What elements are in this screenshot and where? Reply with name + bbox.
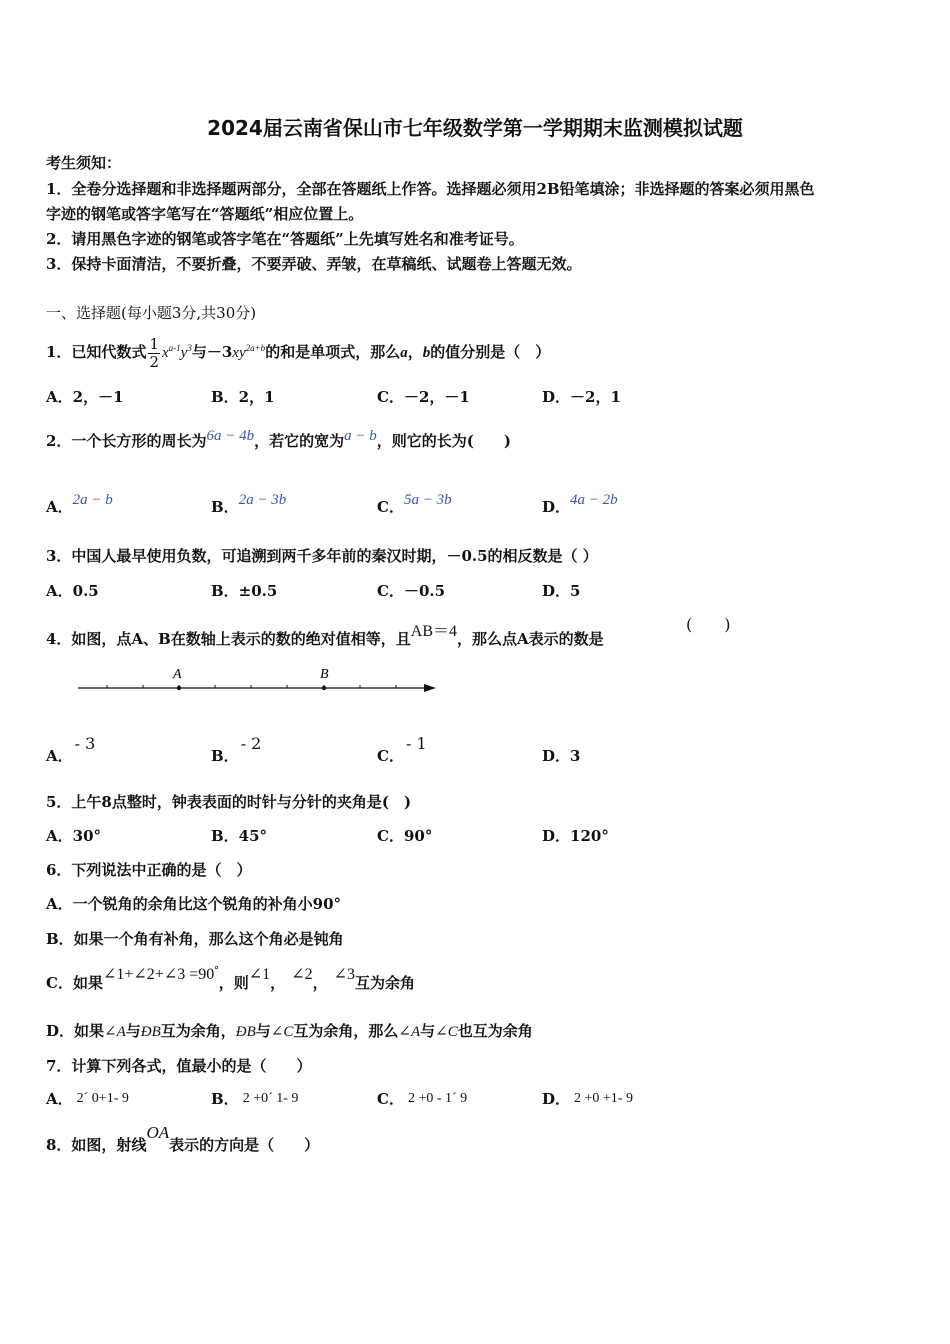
q1-option-d[interactable]: D．－2，1 <box>542 388 621 406</box>
q1-var-b: b <box>422 345 431 361</box>
q4-option-a-label: A． <box>46 747 73 765</box>
q6-d-t4: 互为余角，那么 <box>293 1022 399 1040</box>
question-3: 3．中国人最早使用负数，可追溯到两千多年前的秦汉时期，－0.5的相反数是（ ） <box>46 547 598 565</box>
q5-option-b[interactable]: B．45° <box>211 827 268 845</box>
q6-c-sep2: ， <box>312 974 328 992</box>
q5-option-d[interactable]: D．120° <box>542 827 609 845</box>
q1-suffix2: 的值分别是（ ） <box>430 343 551 361</box>
q7-option-a-label: A． <box>46 1090 73 1108</box>
q6-c-sep1: ， <box>270 974 286 992</box>
q4-option-c-value: - 1 <box>405 734 427 753</box>
q5-option-c[interactable]: C．90° <box>377 827 433 845</box>
q6-d-prefix: D．如果 <box>46 1022 105 1040</box>
q7-option-d-value: 2 +0 +1- 9 <box>574 1091 633 1106</box>
q7-option-b[interactable] <box>211 1088 298 1109</box>
q2-option-c-value: 5a − 3b <box>403 492 452 508</box>
q2-prefix: 2．一个长方形的周长为 <box>46 432 207 450</box>
q3-option-a[interactable]: A．0.5 <box>46 582 99 600</box>
q2-suffix: ，则它的长为( ) <box>376 432 511 450</box>
q6-option-a[interactable]: A．一个锐角的余角比这个锐角的补角小90° <box>46 895 342 913</box>
q1-option-c[interactable]: C．－2，－1 <box>377 388 470 406</box>
q6-c-suffix: 互为余角 <box>355 974 416 992</box>
q3-option-d[interactable]: D．5 <box>542 582 581 600</box>
q1-fraction-numerator: 1 <box>149 334 159 353</box>
q6-c-degree: ° <box>214 966 219 976</box>
q6-c-mid: ，则 <box>218 974 249 992</box>
q2-option-b[interactable] <box>211 492 287 517</box>
q7-option-d-label: D． <box>542 1090 571 1108</box>
q2-option-c-label: C． <box>377 498 404 516</box>
q2-option-d-label: D． <box>542 498 571 516</box>
q2-option-a-value: 2a − b <box>72 492 113 508</box>
q6-c-prefix: C．如果 <box>46 974 103 992</box>
q2-option-c[interactable] <box>377 492 452 517</box>
page-title: 2024届云南省保山市七年级数学第一学期期末监测模拟试题 <box>207 116 743 140</box>
q4-option-c-label: C． <box>377 747 404 765</box>
q7-option-a-value: 2´ 0+1- 9 <box>76 1091 129 1106</box>
q3-option-c[interactable]: C．－0.5 <box>377 582 446 600</box>
q4-option-c[interactable] <box>377 734 427 766</box>
q6-d-t3: 与 <box>255 1022 271 1040</box>
q6-d-t2: 互为余角， <box>160 1022 236 1040</box>
q7-option-b-value: 2 +0´ 1- 9 <box>242 1091 299 1106</box>
q6-c-angle1: ∠1 <box>248 966 271 983</box>
q4-option-b-label: B． <box>211 747 239 765</box>
q6-option-b[interactable]: B．如果一个角有补角，那么这个角必是钝角 <box>46 930 344 948</box>
question-8 <box>46 1123 320 1155</box>
q6-d-angle-c2: ∠C <box>435 1024 458 1040</box>
q1-term2-exp: 2a+b <box>245 343 266 353</box>
q4-option-a[interactable] <box>46 734 96 766</box>
q2-mid: ，若它的宽为 <box>254 432 345 450</box>
q8-ray: OA <box>146 1123 170 1142</box>
q1-term1-exp1: a-1 <box>168 343 181 353</box>
point-b-label: B <box>320 667 329 682</box>
q6-d-angle-b: ÐB <box>140 1024 161 1040</box>
q7-option-d[interactable] <box>542 1088 633 1109</box>
q6-option-c[interactable] <box>46 966 416 993</box>
question-7: 7．计算下列各式，值最小的是（ ） <box>46 1057 312 1075</box>
q8-prefix: 8．如图，射线 <box>46 1136 147 1154</box>
notice-heading: 考生须知： <box>46 154 122 172</box>
q4-option-b[interactable] <box>211 734 262 766</box>
q6-d-angle-a2: ∠A <box>398 1024 421 1040</box>
q2-option-d-value: 4a − 2b <box>570 492 618 508</box>
q1-term1-x: x <box>162 345 169 361</box>
q2-width: a − b <box>344 428 377 444</box>
q7-option-c[interactable] <box>377 1088 467 1109</box>
q2-option-d[interactable] <box>542 492 618 517</box>
q4-formula: AB＝4 <box>410 623 457 640</box>
q4-option-a-value: - 3 <box>74 734 96 753</box>
q2-option-b-label: B． <box>211 498 239 516</box>
q7-option-b-label: B． <box>211 1090 239 1108</box>
section-heading: 一、选择题(每小题3分,共30分) <box>46 304 257 322</box>
q4-prefix: 4．如图，点A、B在数轴上表示的数的绝对值相等，且 <box>46 630 411 648</box>
q5-option-a[interactable]: A．30° <box>46 827 102 845</box>
number-line-arrow-icon <box>424 684 436 692</box>
q2-perimeter: 6a − 4b <box>206 428 255 444</box>
question-1 <box>46 328 550 373</box>
q2-option-b-value: 2a − 3b <box>238 492 287 508</box>
question-4 <box>46 623 604 649</box>
q1-term1-exp2: 3 <box>187 343 192 353</box>
q2-option-a[interactable] <box>46 492 113 517</box>
q2-option-a-label: A． <box>46 498 73 516</box>
q1-prefix: 1．已知代数式 <box>46 343 147 361</box>
q4-suffix: ，那么点A表示的数是 <box>457 630 604 648</box>
q3-option-b[interactable]: B．±0.5 <box>211 582 278 600</box>
q1-comma: ， <box>407 343 423 361</box>
question-5: 5．上午8点整时，钟表表面的时针与分针的夹角是( ) <box>46 793 412 811</box>
q6-option-d[interactable] <box>46 1020 533 1041</box>
q4-option-d[interactable]: D．3 <box>542 747 581 765</box>
point-a-label: A <box>173 667 182 682</box>
q1-mid: 与－3 <box>191 343 233 361</box>
number-line-figure <box>70 662 450 702</box>
q1-fraction-denominator: 2 <box>149 352 159 371</box>
q1-suffix: 的和是单项式，那么 <box>265 343 401 361</box>
q1-fraction <box>148 336 160 371</box>
q6-c-angle2: ∠2 <box>291 966 313 983</box>
q4-answer-paren: ( ) <box>686 615 731 634</box>
q7-option-c-value: 2 +0 - 1´ 9 <box>407 1091 468 1106</box>
point-a <box>177 686 181 690</box>
q6-c-formula: ∠1+∠2+∠3 =90 <box>102 966 215 983</box>
q6-d-angle-a: ∠A <box>104 1024 126 1040</box>
q1-option-a[interactable]: A．2，－1 <box>46 388 124 406</box>
q1-var-a: a <box>400 345 408 361</box>
q4-option-b-value: - 2 <box>240 734 262 753</box>
q1-option-b[interactable]: B．2，1 <box>211 388 275 406</box>
q8-suffix: 表示的方向是（ ） <box>169 1136 320 1154</box>
q6-d-angle-b2: ÐB <box>235 1024 256 1040</box>
q6-d-t5: 与 <box>420 1022 436 1040</box>
notice-item-2: 2．请用黑色字迹的钢笔或答字笔在“答题纸”上先填写姓名和准考证号。 <box>46 230 524 248</box>
q7-option-c-label: C． <box>377 1090 404 1108</box>
q6-d-t6: 也互为余角 <box>457 1022 533 1040</box>
q1-term1-y: y <box>180 345 188 361</box>
q1-term2: xy <box>232 345 246 361</box>
q6-d-angle-c: ∠C <box>270 1024 294 1040</box>
notice-item-1-line-2: 字迹的钢笔或答字笔写在“答题纸”相应位置上。 <box>46 205 364 223</box>
notice-item-1-line-1: 1．全卷分选择题和非选择题两部分，全部在答题纸上作答。选择题必须用2B铅笔填涂；非选择题的答案必须用黑色 <box>46 180 815 198</box>
notice-item-3: 3．保持卡面清洁，不要折叠，不要弄破、弄皱，在草稿纸、试题卷上答题无效。 <box>46 255 582 273</box>
q7-option-a[interactable] <box>46 1088 129 1109</box>
q6-c-angle3: ∠3 <box>333 966 356 983</box>
q6-d-t1: 与 <box>125 1022 141 1040</box>
point-b <box>322 686 326 690</box>
question-2 <box>46 430 511 451</box>
question-6: 6．下列说法中正确的是（ ） <box>46 861 252 879</box>
